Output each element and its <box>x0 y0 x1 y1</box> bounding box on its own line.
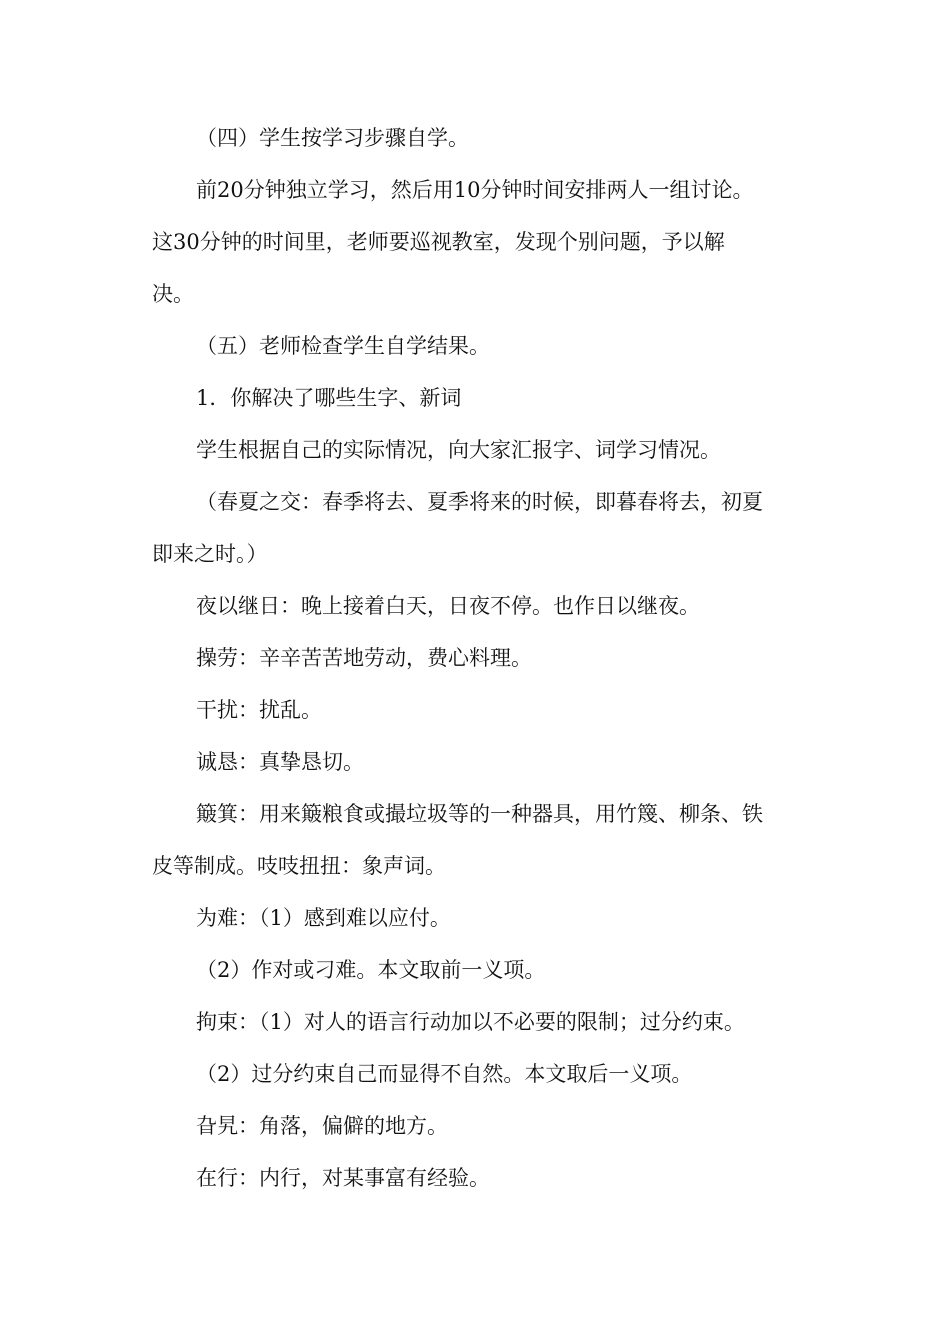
text-line: 即来之时。） <box>152 542 268 566</box>
text-line: 诚恳：真挚恳切。 <box>196 750 364 774</box>
paragraph <box>152 424 812 476</box>
text-line: 在行：内行，对某事富有经验。 <box>196 1166 490 1190</box>
text-line: 为难：（1）感到难以应付。 <box>196 906 451 930</box>
paragraph <box>152 632 812 684</box>
paragraph <box>152 788 812 892</box>
paragraph <box>152 320 812 372</box>
document-body <box>152 112 812 1204</box>
text-line: 决。 <box>152 282 194 306</box>
text-line: （春夏之交：春季将去、夏季将来的时候，即暮春将去，初夏 <box>196 490 763 514</box>
paragraph <box>152 944 812 996</box>
paragraph <box>152 736 812 788</box>
text-line: 夜以继日：晚上接着白天，日夜不停。也作日以继夜。 <box>196 594 700 618</box>
text-line: （四）学生按学习步骤自学。 <box>196 126 469 150</box>
text-line: （2）过分约束自己而显得不自然。本文取后一义项。 <box>196 1062 693 1086</box>
text-line: （五）老师检查学生自学结果。 <box>196 334 490 358</box>
text-line: 旮旯：角落，偏僻的地方。 <box>196 1114 448 1138</box>
text-line: 簸箕：用来簸粮食或撮垃圾等的一种器具，用竹篾、柳条、铁 <box>196 802 763 826</box>
paragraph <box>152 1100 812 1152</box>
text-line: 学生根据自己的实际情况，向大家汇报字、词学习情况。 <box>196 438 721 462</box>
text-line: 皮等制成。吱吱扭扭：象声词。 <box>152 854 446 878</box>
paragraph <box>152 164 812 320</box>
text-line: 1．你解决了哪些生字、新词 <box>196 386 462 410</box>
text-line: 操劳：辛辛苦苦地劳动，费心料理。 <box>196 646 532 670</box>
paragraph <box>152 892 812 944</box>
text-line: 干扰：扰乱。 <box>196 698 322 722</box>
paragraph <box>152 580 812 632</box>
paragraph <box>152 112 812 164</box>
text-line: 前20分钟独立学习，然后用10分钟时间安排两人一组讨论。 <box>196 178 754 202</box>
paragraph <box>152 684 812 736</box>
paragraph <box>152 372 812 424</box>
paragraph <box>152 476 812 580</box>
text-line: （2）作对或刁难。本文取前一义项。 <box>196 958 546 982</box>
paragraph <box>152 996 812 1048</box>
paragraph <box>152 1048 812 1100</box>
text-line: 这30分钟的时间里，老师要巡视教室，发现个别问题，予以解 <box>152 230 725 254</box>
paragraph <box>152 1152 812 1204</box>
text-line: 拘束：（1）对人的语言行动加以不必要的限制；过分约束。 <box>196 1010 745 1034</box>
